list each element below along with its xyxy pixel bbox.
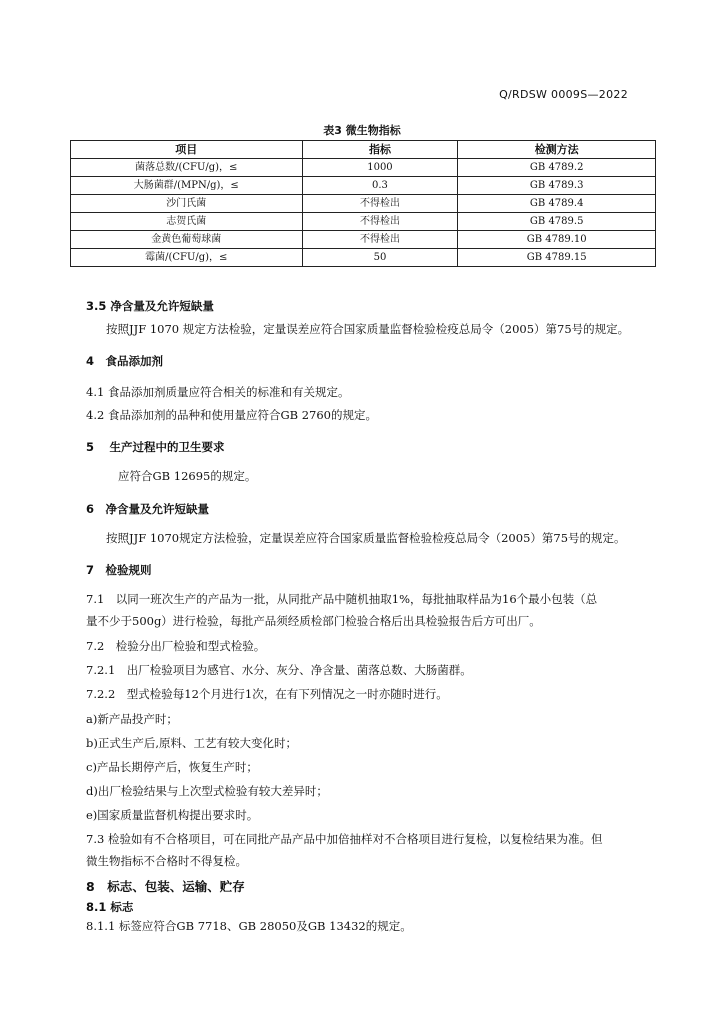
table-row xyxy=(71,231,656,249)
section-6-heading: 6 净含量及允许短缺量 xyxy=(86,502,210,516)
section-4-heading: 4 食品添加剂 xyxy=(86,354,164,368)
cell-method: GB 4789.15 xyxy=(458,249,656,267)
cell-item: 志贺氏菌 xyxy=(71,213,303,231)
section-7-2-2-text: 7.2.2 型式检验每12个月进行1次，在有下列情况之一时亦随时进行。 xyxy=(86,687,448,701)
section-4-2-text: 4.2 食品添加剂的品种和使用量应符合GB 2760的规定。 xyxy=(86,408,378,422)
cell-limit: 不得检出 xyxy=(302,231,458,249)
cell-limit: 1000 xyxy=(302,159,458,177)
document-code: Q/RDSW 0009S—2022 xyxy=(499,88,628,101)
section-7-2-1-text: 7.2.1 出厂检验项目为感官、水分、灰分、净含量、菌落总数、大肠菌群。 xyxy=(86,663,472,677)
cell-item: 菌落总数/(CFU/g)，≤ xyxy=(71,159,303,177)
cell-method: GB 4789.5 xyxy=(458,213,656,231)
cell-item: 金黄色葡萄球菌 xyxy=(71,231,303,249)
section-8-1-1-text: 8.1.1 标签应符合GB 7718、GB 28050及GB 13432的规定。 xyxy=(86,919,412,933)
table-row xyxy=(71,177,656,195)
cell-item: 沙门氏菌 xyxy=(71,195,303,213)
cell-method: GB 4789.2 xyxy=(458,159,656,177)
list-item-e: e)国家质量监督机构提出要求时。 xyxy=(86,808,259,822)
list-item-a: a)新产品投产时； xyxy=(86,712,178,726)
list-item-b: b)正式生产后,原料、工艺有较大变化时； xyxy=(86,736,298,750)
header-limit: 指标 xyxy=(302,141,458,159)
cell-method: GB 4789.4 xyxy=(458,195,656,213)
header-item: 项目 xyxy=(71,141,303,159)
table-caption: 表3 微生物指标 xyxy=(323,124,401,137)
section-7-3-text-line2: 微生物指标不合格时不得复检。 xyxy=(86,854,247,868)
cell-limit: 不得检出 xyxy=(302,195,458,213)
cell-item: 大肠菌群/(MPN/g)，≤ xyxy=(71,177,303,195)
cell-limit: 50 xyxy=(302,249,458,267)
cell-item: 霉菌/(CFU/g)，≤ xyxy=(71,249,303,267)
section-7-1-text-line2: 量不少于500g）进行检验，每批产品须经质检部门检验合格后出具检验报告后方可出厂。 xyxy=(86,614,541,628)
section-8-1-heading: 8.1 标志 xyxy=(86,900,134,914)
cell-method: GB 4789.3 xyxy=(458,177,656,195)
cell-limit: 0.3 xyxy=(302,177,458,195)
header-method: 检测方法 xyxy=(458,141,656,159)
section-8-heading: 8 标志、包装、运输、贮存 xyxy=(86,879,245,894)
section-3-5-text: 按照JJF 1070 规定方法检验，定量误差应符合国家质量监督检验检疫总局令（2005）第75号的规定。 xyxy=(106,322,630,336)
section-5-heading: 5 生产过程中的卫生要求 xyxy=(86,440,225,454)
section-3-5-heading: 3.5 净含量及允许短缺量 xyxy=(86,299,214,313)
microbial-spec-table xyxy=(70,140,656,267)
list-item-d: d)出厂检验结果与上次型式检验有较大差异时； xyxy=(86,784,328,798)
table-row xyxy=(71,159,656,177)
section-5-text: 应符合GB 12695的规定。 xyxy=(118,469,257,483)
cell-method: GB 4789.10 xyxy=(458,231,656,249)
table-row xyxy=(71,195,656,213)
section-4-1-text: 4.1 食品添加剂质量应符合相关的标准和有关规定。 xyxy=(86,385,350,399)
list-item-c: c)产品长期停产后，恢复生产时； xyxy=(86,760,258,774)
section-7-2-text: 7.2 检验分出厂检验和型式检验。 xyxy=(86,639,266,653)
section-7-1-text-line1: 7.1 以同一班次生产的产品为一批，从同批产品中随机抽取1%，每批抽取样品为16个最小包装（总 xyxy=(86,592,598,606)
section-7-3-text-line1: 7.3 检验如有不合格项目，可在同批产品产品中加倍抽样对不合格项目进行复检，以复检结果为准。但 xyxy=(86,832,603,846)
table-row xyxy=(71,249,656,267)
table-row xyxy=(71,213,656,231)
table-header-row xyxy=(71,141,656,159)
section-7-heading: 7 检验规则 xyxy=(86,563,152,577)
section-6-text: 按照JJF 1070规定方法检验，定量误差应符合国家质量监督检验检疫总局令（2005）第75号的规定。 xyxy=(106,531,626,545)
cell-limit: 不得检出 xyxy=(302,213,458,231)
